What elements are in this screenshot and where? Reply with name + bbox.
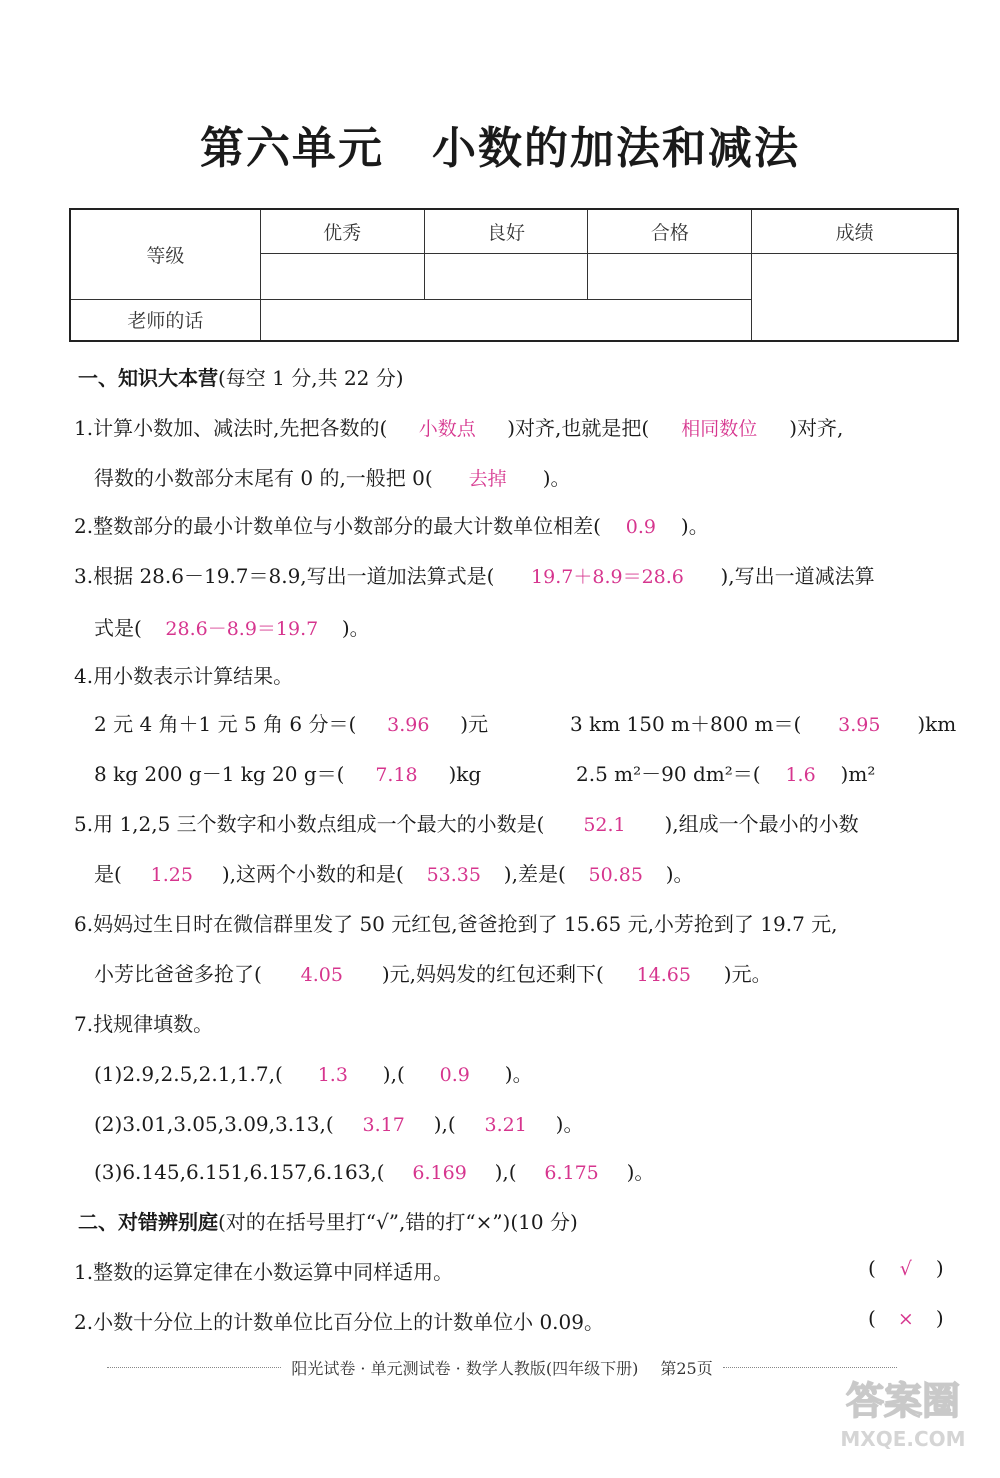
- excellent-cell[interactable]: [260, 253, 424, 299]
- grade-row-label: 等级: [70, 209, 260, 299]
- question-7-part2: (2)3.01,3.05,3.09,3.13,( 3.17 ),( 3.21 )。: [94, 1112, 584, 1136]
- question-5-line2: 是( 1.25 ),这两个小数的和是( 53.35 ),差是( 50.85 )。: [94, 862, 694, 886]
- answer: 3.96: [387, 714, 430, 736]
- question-7-part1: (1)2.9,2.5,2.1,1.7,( 1.3 ),( 0.9 )。: [94, 1062, 533, 1086]
- col-pass: 合格: [588, 209, 752, 253]
- unit-number: 第六单元: [200, 123, 384, 174]
- answer: 4.05: [300, 964, 343, 986]
- page-footer: [97, 1356, 907, 1379]
- answer: 53.35: [426, 864, 481, 886]
- answer: 6.169: [412, 1162, 467, 1184]
- question-7-title: 7.找规律填数。: [74, 1012, 214, 1036]
- answer: 28.6－8.9＝19.7: [165, 618, 319, 640]
- page-number: 第25页: [660, 1359, 713, 1378]
- question-4-item2: 3 km 150 m＋800 m＝( 3.95 )km: [570, 712, 957, 736]
- good-cell[interactable]: [424, 253, 588, 299]
- footer-text: 阳光试卷 · 单元测试卷 · 数学人教版(四年级下册): [291, 1359, 639, 1378]
- answer: 相同数位: [681, 418, 758, 440]
- tf-question-2: 2.小数十分位上的计数单位比百分位上的计数单位小 0.09。: [74, 1310, 604, 1334]
- question-3-line1: 3.根据 28.6－19.7＝8.9,写出一道加法算式是( 19.7＋8.9＝28.6 ),写出一道减法算: [74, 564, 875, 588]
- comment-cell[interactable]: [260, 299, 752, 341]
- grade-table: [69, 208, 959, 342]
- answer: 0.9: [439, 1064, 470, 1086]
- pass-cell[interactable]: [588, 253, 752, 299]
- comment-row-label: 老师的话: [70, 299, 260, 341]
- question-5-line1: 5.用 1,2,5 三个数字和小数点组成一个最大的小数是( 52.1 ),组成一个最小的小数: [74, 812, 859, 836]
- answer: 3.95: [838, 714, 881, 736]
- question-4-item3: 8 kg 200 g－1 kg 20 g＝( 7.18 )kg: [94, 762, 482, 786]
- answer: 3.21: [484, 1114, 527, 1136]
- svg-text:MXQE.COM: MXQE.COM: [840, 1427, 966, 1451]
- section1-heading: 一、知识大本营(每空 1 分,共 22 分): [78, 366, 404, 390]
- answer: 50.85: [588, 864, 643, 886]
- answer: 小数点: [418, 418, 476, 440]
- answer: 6.175: [544, 1162, 599, 1184]
- col-excellent: 优秀: [260, 209, 424, 253]
- answer: 去掉: [468, 468, 507, 490]
- question-6-line2: 小芳比爸爸多抢了( 4.05 )元,妈妈发的红包还剩下( 14.65 )元。: [94, 962, 772, 986]
- answer: 1.3: [317, 1064, 348, 1086]
- answer: 0.9: [625, 516, 656, 538]
- question-2: 2.整数部分的最小计数单位与小数部分的最大计数单位相差( 0.9 )。: [74, 514, 709, 538]
- answer: 14.65: [636, 964, 691, 986]
- question-7-part3: (3)6.145,6.151,6.157,6.163,( 6.169 ),( 6.175 )。: [94, 1160, 655, 1184]
- watermark-logo: [828, 1366, 978, 1456]
- question-3-line2: 式是( 28.6－8.9＝19.7 )。: [94, 616, 370, 640]
- answer: 7.18: [375, 764, 418, 786]
- answer: 52.1: [583, 814, 626, 836]
- unit-topic: 小数的加法和减法: [432, 123, 800, 174]
- answer: √: [899, 1258, 912, 1280]
- question-4-item4: 2.5 m²－90 dm²＝( 1.6 )m²: [576, 762, 876, 786]
- footer-rule-left: [107, 1367, 281, 1368]
- tf-question-1: 1.整数的运算定律在小数运算中同样适用。: [74, 1260, 454, 1284]
- col-good: 良好: [424, 209, 588, 253]
- score-cell[interactable]: [752, 253, 958, 341]
- svg-text:答案圈: 答案圈: [845, 1379, 961, 1423]
- answer: 3.17: [362, 1114, 405, 1136]
- answer: 1.6: [785, 764, 816, 786]
- answer: 1.25: [150, 864, 193, 886]
- question-4-title: 4.用小数表示计算结果。: [74, 664, 294, 688]
- col-score: 成绩: [752, 209, 958, 253]
- tf-answer-1: ( √ ): [868, 1256, 944, 1280]
- page-title: [0, 112, 1000, 176]
- section2-heading: 二、对错辨别庭(对的在括号里打“√”,错的打“×”)(10 分): [78, 1210, 578, 1234]
- question-6-line1: 6.妈妈过生日时在微信群里发了 50 元红包,爸爸抢到了 15.65 元,小芳抢到了 19.7 元,: [74, 912, 838, 936]
- tf-answer-2: ( × ): [868, 1306, 944, 1330]
- answer: ×: [897, 1308, 914, 1330]
- question-1-line2: 得数的小数部分末尾有 0 的,一般把 0( 去掉 )。: [94, 466, 571, 490]
- question-4-item1: 2 元 4 角＋1 元 5 角 6 分＝( 3.96 )元: [94, 712, 489, 736]
- question-1-line1: 1.计算小数加、减法时,先把各数的( 小数点 )对齐,也就是把( 相同数位 )对齐,: [74, 416, 844, 440]
- answer: 19.7＋8.9＝28.6: [531, 566, 684, 588]
